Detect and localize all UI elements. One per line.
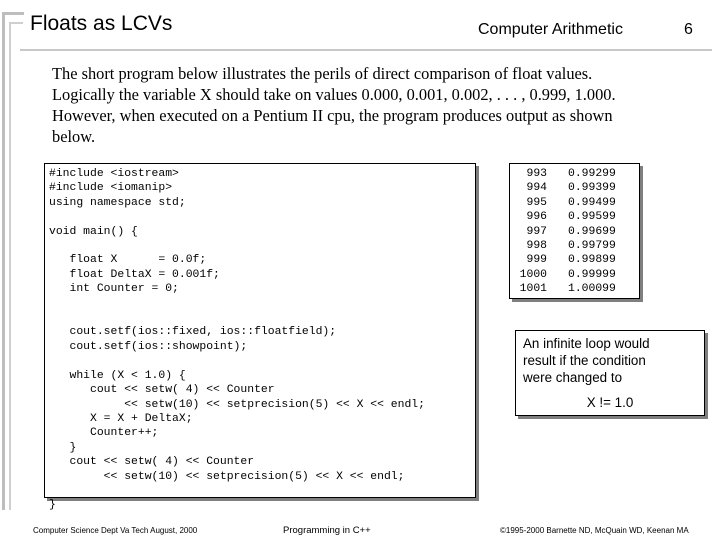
code-listing: #include <iostream> #include <iomanip> using namespace std; void main() { float X = 0.0f; float DeltaX = 0.001f; int Counter = 0; cout.setf(ios::fixed, ios::floatfield); cout.setf(ios::showpoint); while (X < 1.0) { cout << setw( 4) << Counter << setw(10) << setprecision(5) << X << endl; X = X + DeltaX; Counter++; } cout << setw( 4) << Counter << setw(10) << setprecision(5) << X << endl; } [49,168,425,512]
output-value: 0.99799 [568,240,616,253]
output-value: 0.99299 [568,168,616,180]
output-value-column [568,167,616,297]
output-value: 0.99999 [568,268,616,281]
output-counter: 996 [526,211,547,224]
output-counter: 1001 [519,283,547,296]
output-counter: 1000 [519,268,547,281]
intro-paragraph: The short program below illustrates the perils of direct comparison of float values. Logically the variable X should take on values 0.000, 0.001, 0.002, . . . , 0.999, 1.000. However, when executed on a Pentium II cpu, the program produces output as shown below. [52,64,616,146]
page-number: 6 [684,21,693,38]
output-counter: 997 [526,225,547,238]
output-value: 0.99699 [568,225,616,238]
output-counter: 998 [526,240,547,253]
infinite-loop-note [515,330,705,416]
slide-subject: Computer Arithmetic [478,21,623,38]
title-divider [20,49,712,51]
output-counter: 995 [526,196,547,209]
program-output-box [509,163,640,299]
note-text: An infinite loop would result if the condition were changed to [523,336,650,385]
footer-right: ©1995-2000 Barnette ND, McQuain WD, Keenan MA [500,526,689,535]
note-condition: X != 1.0 [586,395,634,410]
output-counter-column [514,167,547,297]
footer-center: Programming in C++ [283,525,371,536]
output-value: 0.99399 [568,182,616,195]
code-listing-box [44,163,476,512]
output-counter: 999 [526,254,547,267]
slide-corner-decoration [2,12,20,510]
output-value: 0.99899 [568,254,616,267]
output-counter: 994 [526,182,547,195]
output-value: 0.99499 [568,196,616,209]
output-value: 1.00099 [568,283,616,296]
footer-left: Computer Science Dept Va Tech August, 2000 [33,526,198,535]
output-value: 0.99599 [568,211,616,224]
output-counter: 993 [526,168,547,180]
slide-title: Floats as LCVs [30,12,173,35]
